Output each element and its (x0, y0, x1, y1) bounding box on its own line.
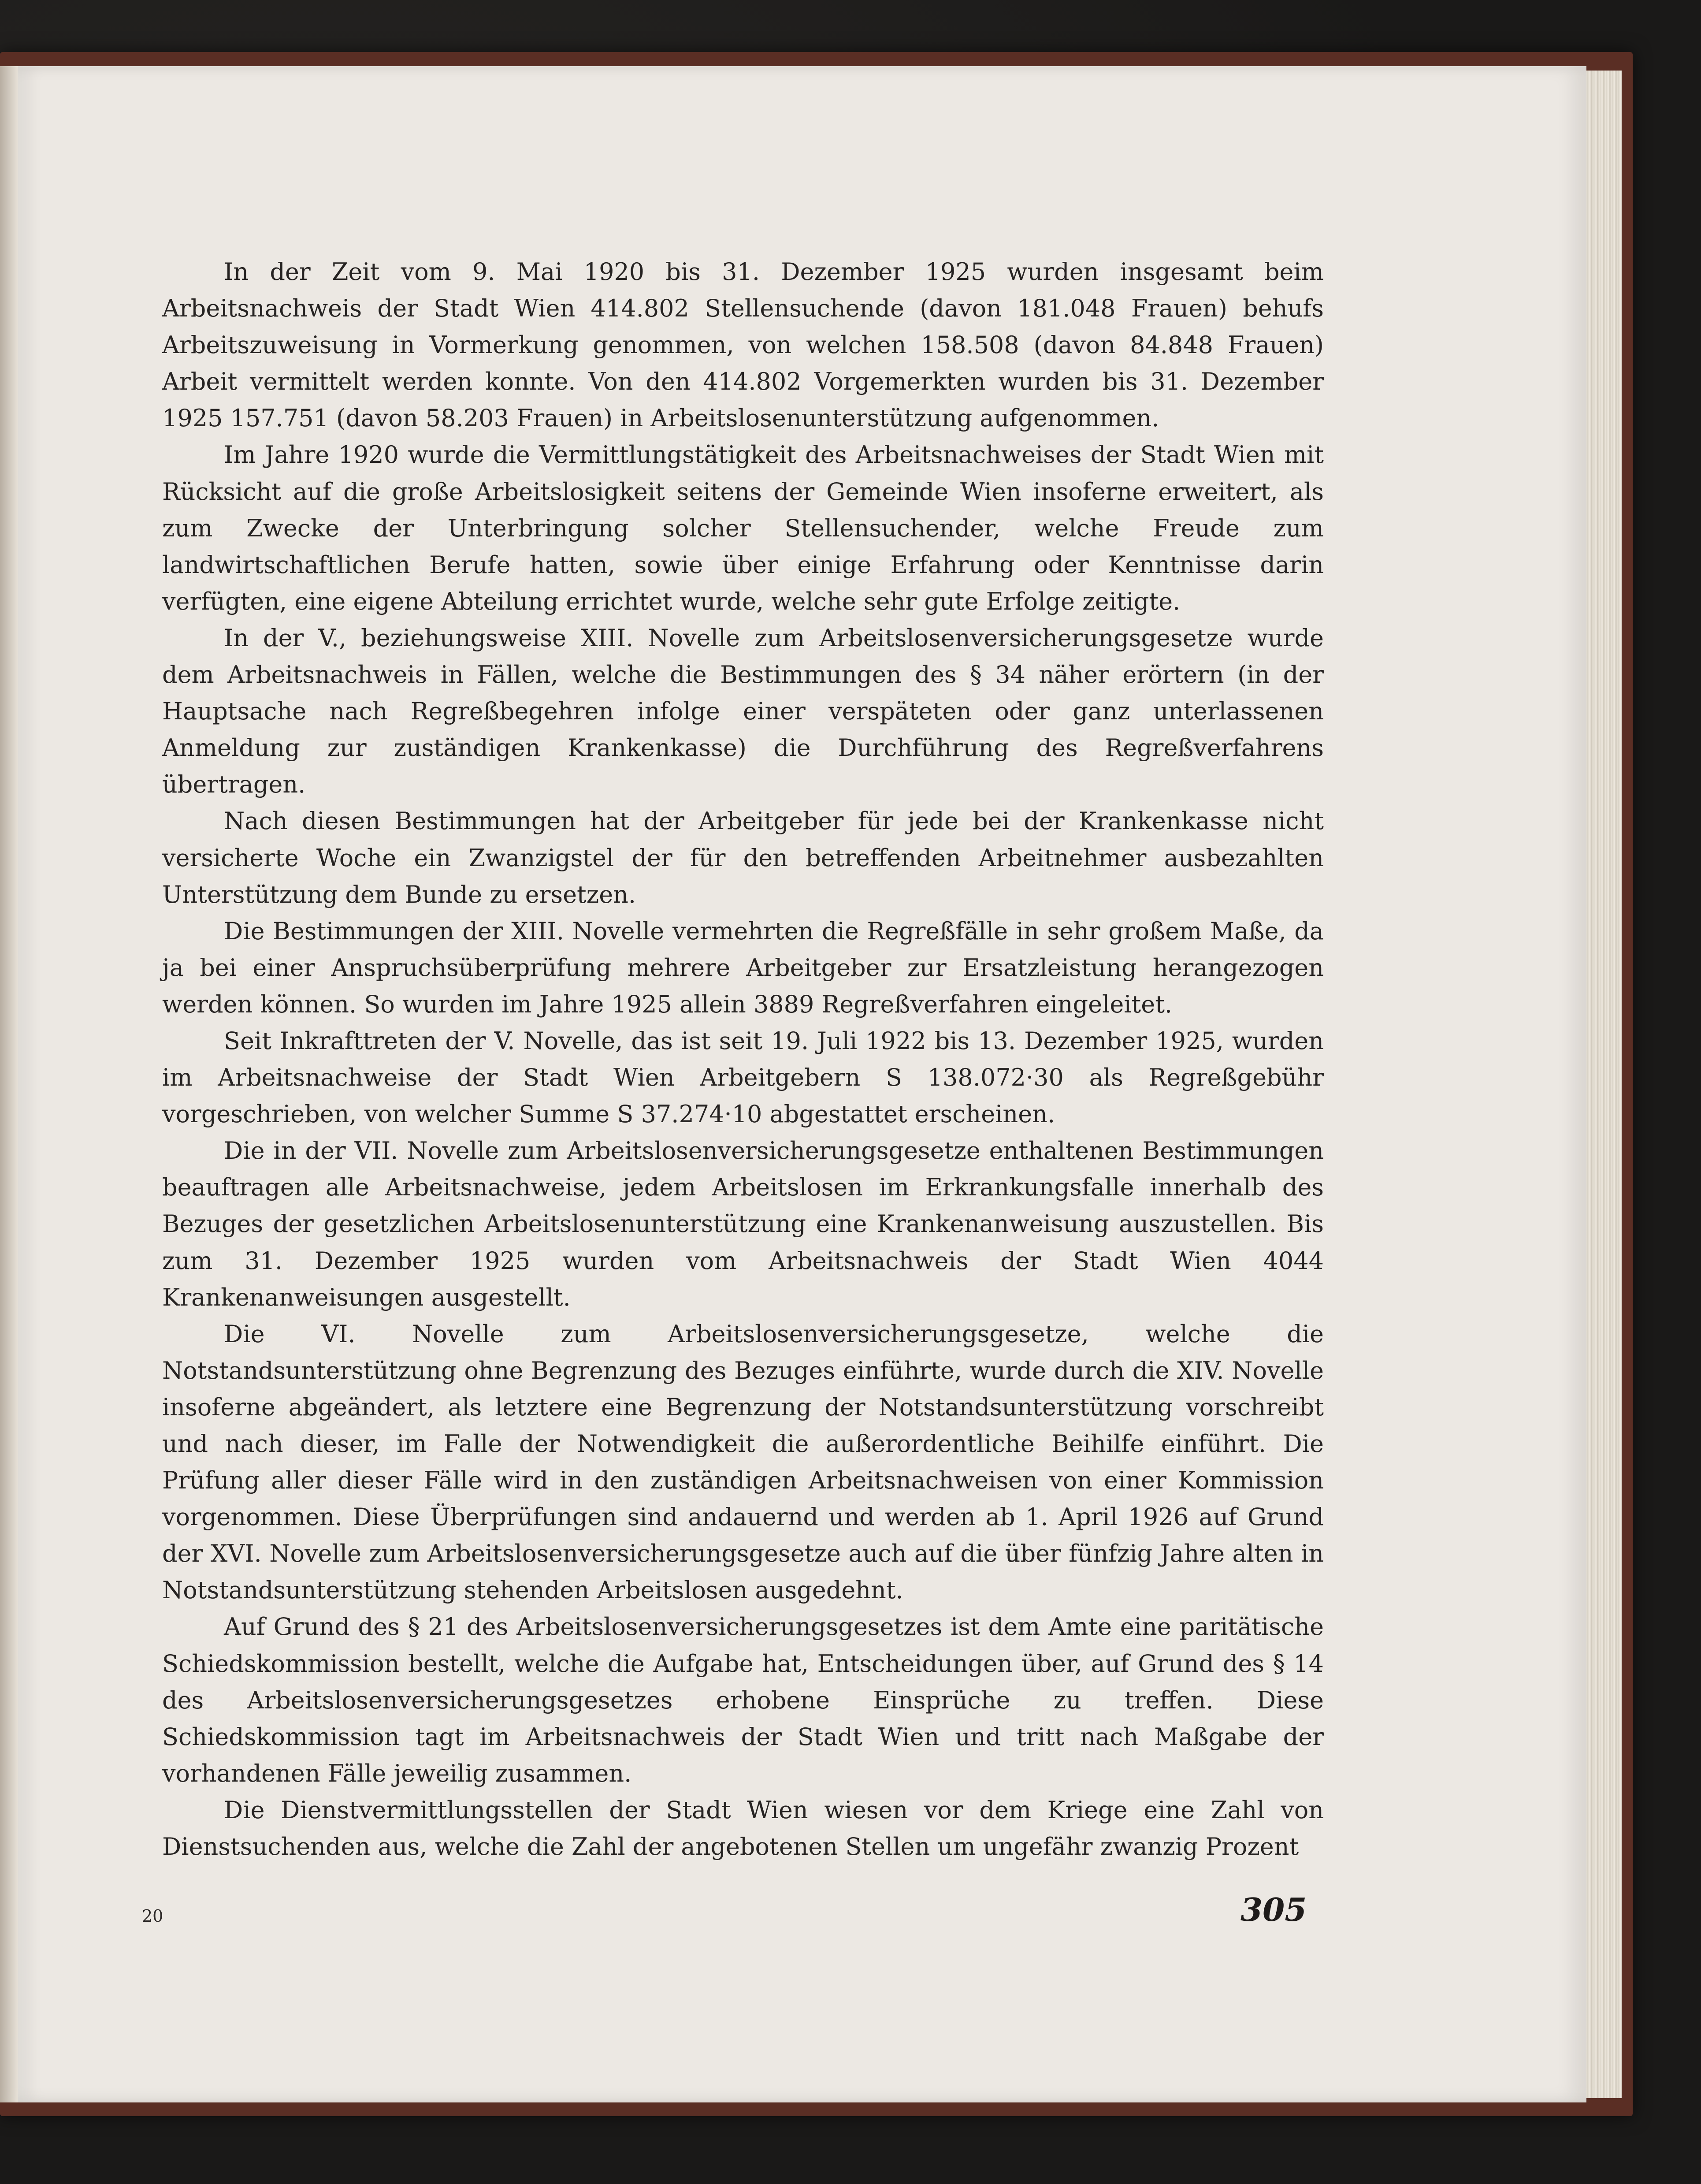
paragraph: Im Jahre 1920 wurde die Vermittlungstätigkeit des Arbeitsnachweises der Stadt Wien mit Rücksicht auf die große Arbeitslosigkeit seitens der Gemeinde Wien insoferne erweitert, als zum Zwecke der Unterbringung solcher Stellensuchender, welche Freude zum landwirtschaftlichen Berufe hatten, sowie über einige Erfahrung oder Kenntnisse darin verfügten, eine eigene Abteilung errichtet wurde, welche sehr gute Erfolge zeitigte. (162, 441, 1324, 615)
paragraph: Die Dienstvermittlungsstellen der Stadt Wien wiesen vor dem Kriege eine Zahl von Dienstsuchenden aus, welche die Zahl der angebotenen Stellen um ungefähr zwanzig Prozent (162, 1796, 1324, 1861)
paragraph: Seit Inkrafttreten der V. Novelle, das ist seit 19. Juli 1922 bis 13. Dezember 1925, wurden im Arbeitsnachweise der Stadt Wien Arbeitgebern S 138.072·30 als Regreßgebühr vorgeschrieben, von welcher Summe S 37.274·10 abgestattet erscheinen. (162, 1027, 1324, 1128)
signature-mark: 20 (142, 1906, 163, 1926)
paragraph: In der V., beziehungsweise XIII. Novelle zum Arbeitslosenversicherungsgesetze wurde dem Arbeitsnachweis in Fällen, welche die Bestimmungen des § 34 näher erörtern (in der Hauptsache nach Regreßbegehren infolge einer verspäteten oder ganz unterlassenen Anmeldung zur zuständigen Krankenkasse) die Durchführung des Regreßverfahrens übertragen. (162, 624, 1324, 799)
paragraph: Die Bestimmungen der XIII. Novelle vermehrten die Regreßfälle in sehr großem Maße, da ja bei einer Anspruchsüberprüfung mehrere Arbeitgeber zur Ersatzleistung herangezogen werden können. So wurden im Jahre 1925 allein 3889 Regreßverfahren eingeleitet. (162, 917, 1324, 1018)
page-number: 305 (1240, 1891, 1307, 1928)
paragraph: Die in der VII. Novelle zum Arbeitslosenversicherungsgesetze enthaltenen Bestimmungen beauftragen alle Arbeitsnachweise, jedem Arbeitslosen im Erkrankungsfalle innerhalb des Bezuges der gesetzlichen Arbeitslosenunterstützung eine Krankenanweisung auszustellen. Bis zum 31. Dezember 1925 wurden vom Arbeitsnachweis der Stadt Wien 4044 Krankenanweisungen ausgestellt. (162, 1137, 1324, 1311)
paragraph: Nach diesen Bestimmungen hat der Arbeitgeber für jede bei der Krankenkasse nicht versicherte Woche ein Zwanzigstel der für den betreffenden Arbeitnehmer ausbezahlten Unterstützung dem Bunde zu ersetzen. (162, 807, 1324, 908)
left-page-edge (0, 66, 18, 2102)
book-page (18, 66, 1586, 2102)
paragraph: Auf Grund des § 21 des Arbeitslosenversicherungsgesetzes ist dem Amte eine paritätische Schiedskommission bestellt, welche die Aufgabe hat, Entscheidungen über, auf Grund des § 14 des Arbeitslosenversicherungsgesetzes erhobene Einsprüche zu treffen. Diese Schiedskommission tagt im Arbeitsnachweis der Stadt Wien und tritt nach Maßgabe der vorhandenen Fälle jeweilig zusammen. (162, 1613, 1324, 1787)
body-text (162, 253, 1324, 1865)
paragraph: In der Zeit vom 9. Mai 1920 bis 31. Dezember 1925 wurden insgesamt beim Arbeitsnachweis der Stadt Wien 414.802 Stellensuchende (davon 181.048 Frauen) behufs Arbeitszuweisung in Vormerkung genommen, von welchen 158.508 (davon 84.848 Frauen) Arbeit vermittelt werden konnte. Von den 414.802 Vorgemerkten wurden bis 31. Dezember 1925 157.751 (davon 58.203 Frauen) in Arbeitslosenunterstützung aufgenommen. (162, 258, 1324, 432)
paragraph: Die VI. Novelle zum Arbeitslosenversicherungsgesetze, welche die Notstandsunterstützung ohne Begrenzung des Bezuges einführte, wurde durch die XIV. Novelle insoferne abgeändert, als letztere eine Begrenzung der Notstandsunterstützung vorschreibt und nach dieser, im Falle der Notwendigkeit die außerordentliche Beihilfe einführt. Die Prüfung aller dieser Fälle wird in den zuständigen Arbeitsnachweisen von einer Kommission vorgenommen. Diese Überprüfungen sind andauernd und werden ab 1. April 1926 auf Grund der XVI. Novelle zum Arbeitslosenversicherungsgesetze auch auf die über fünfzig Jahre alten in Notstandsunterstützung stehenden Arbeitslosen ausgedehnt. (162, 1320, 1324, 1604)
